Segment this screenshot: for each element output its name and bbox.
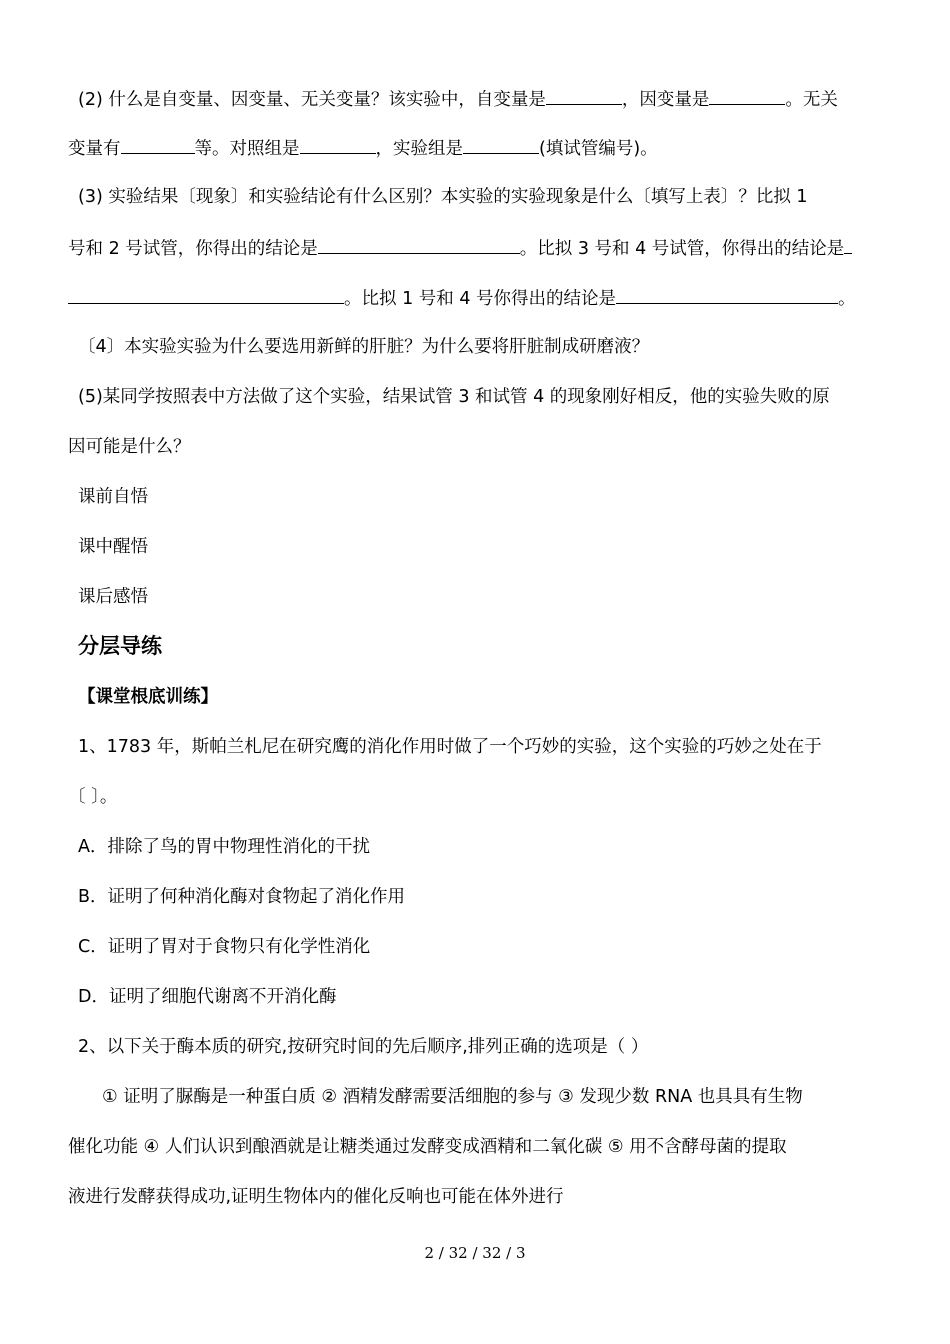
q2-line-1 bbox=[78, 86, 838, 112]
mc2-items-2: 催化功能 ④ 人们认识到酿酒就是让糖类通过发酵变成酒精和二氧化碳 ⑤ 用不含酵母菌的提取 bbox=[68, 1137, 787, 1157]
q3-text-b: 。比拟 3 号和 4 号试管，你得出的结论是 bbox=[519, 239, 845, 259]
reflect-during: 课中醒悟 bbox=[78, 537, 148, 557]
q2-line-2 bbox=[68, 135, 658, 161]
page-number: 2 / 32 / 32 / 3 bbox=[424, 1244, 526, 1262]
answer-blank[interactable] bbox=[709, 86, 785, 105]
mc1-option-a[interactable]: A．排除了鸟的胃中物理性消化的干扰 bbox=[78, 837, 370, 857]
q3-line-3 bbox=[68, 285, 856, 311]
answer-blank[interactable] bbox=[844, 235, 852, 254]
q2-text-e: 等。对照组是 bbox=[194, 139, 300, 159]
mc1-stem-1: 1、1783 年，斯帕兰札尼在研究鹰的消化作用时做了一个巧妙的实验，这个实验的巧妙之处在于 bbox=[78, 737, 822, 757]
q2-text-f: ，实验组是 bbox=[375, 139, 463, 159]
mc1-option-d[interactable]: D．证明了细胞代谢离不开消化酶 bbox=[78, 987, 337, 1007]
q3-line-1: (3) 实验结果〔现象〕和实验结论有什么区别？本实验的实验现象是什么〔填写上表〕？比拟 1 bbox=[78, 187, 808, 207]
reflect-after: 课后感悟 bbox=[78, 587, 148, 607]
q2-text-b: ，因变量是 bbox=[621, 90, 710, 110]
mc2-stem: 2、以下关于酶本质的研究,按研究时间的先后顺序,排列正确的选项是（ ） bbox=[78, 1037, 649, 1057]
q2-text-c: 。无关 bbox=[785, 90, 838, 110]
mc2-items-1: ① 证明了脲酶是一种蛋白质 ② 酒精发酵需要活细胞的参与 ③ 发现少数 RNA 也具具有生物 bbox=[102, 1087, 803, 1107]
answer-blank[interactable] bbox=[318, 235, 520, 254]
q5-line-2: 因可能是什么？ bbox=[68, 437, 191, 457]
section-subtitle: 【课堂根底训练】 bbox=[78, 687, 218, 707]
q2-text-g: (填试管编号)。 bbox=[539, 139, 658, 159]
q4-line-1: 〔4〕本实验实验为什么要选用新鲜的肝脏？为什么要将肝脏制成研磨液？ bbox=[78, 337, 650, 357]
section-title: 分层导练 bbox=[78, 634, 162, 658]
answer-blank[interactable] bbox=[546, 86, 622, 105]
answer-blank[interactable] bbox=[121, 135, 195, 154]
answer-blank[interactable] bbox=[463, 135, 539, 154]
q3-text-d: 。 bbox=[838, 289, 856, 309]
answer-blank[interactable] bbox=[616, 285, 838, 304]
q3-line-2 bbox=[68, 235, 852, 261]
answer-blank[interactable] bbox=[68, 285, 344, 304]
mc1-option-b[interactable]: B．证明了何种消化酶对食物起了消化作用 bbox=[78, 887, 406, 907]
q2-text-d: 变量有 bbox=[68, 139, 121, 159]
mc1-option-c[interactable]: C．证明了胃对于食物只有化学性消化 bbox=[78, 937, 371, 957]
mc2-items-3: 液进行发酵获得成功,证明生物体内的催化反响也可能在体外进行 bbox=[68, 1187, 564, 1207]
q2-text-a: (2) 什么是自变量、因变量、无关变量？该实验中，自变量是 bbox=[78, 90, 546, 110]
answer-blank[interactable] bbox=[300, 135, 376, 154]
q3-text-c: 。比拟 1 号和 4 号你得出的结论是 bbox=[344, 289, 617, 309]
mc1-stem-2: 〔 〕。 bbox=[68, 787, 118, 807]
q5-line-1: (5)某同学按照表中方法做了这个实验，结果试管 3 和试管 4 的现象刚好相反，他的实验失败的原 bbox=[78, 387, 830, 407]
q3-text-a: 号和 2 号试管，你得出的结论是 bbox=[68, 239, 318, 259]
reflect-before: 课前自悟 bbox=[78, 487, 148, 507]
